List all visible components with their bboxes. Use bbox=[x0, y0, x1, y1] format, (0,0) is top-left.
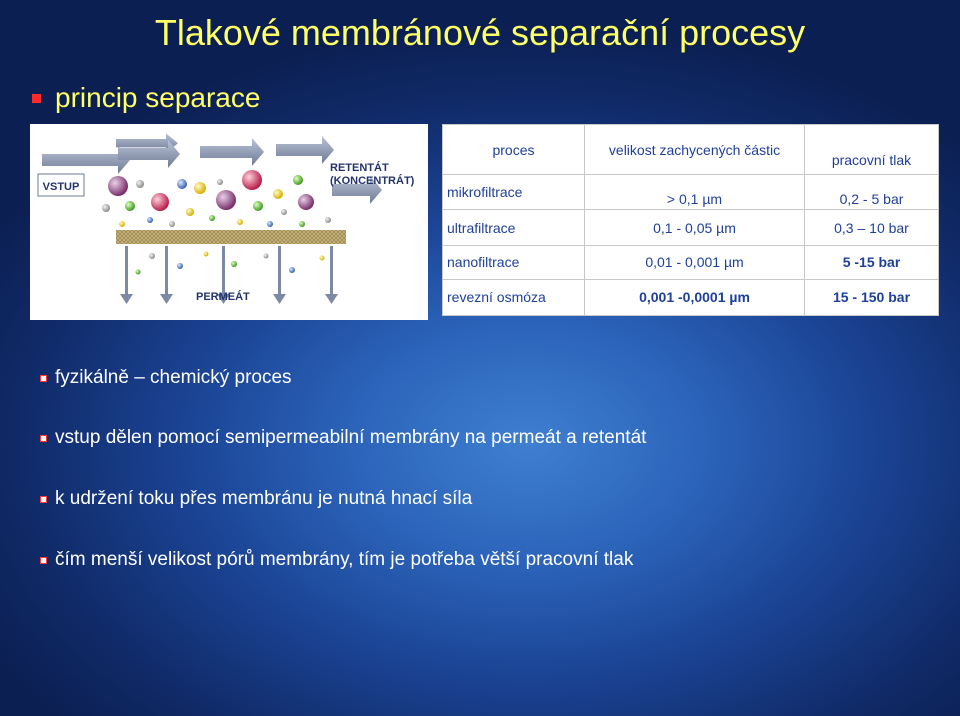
bullet-item bbox=[40, 367, 292, 389]
arrow-shaft bbox=[125, 246, 128, 296]
bullet-marker-icon bbox=[40, 557, 47, 564]
cell-process: revezní osmóza bbox=[443, 279, 585, 315]
table-row bbox=[443, 245, 939, 279]
arrow-head bbox=[120, 294, 133, 304]
permeate-particles bbox=[136, 252, 325, 275]
cell-size: 0,001 -0,0001 µm bbox=[585, 279, 805, 315]
bullet-item bbox=[40, 549, 633, 571]
particle bbox=[216, 190, 236, 210]
particle bbox=[136, 270, 141, 275]
membrane-diagram bbox=[30, 124, 428, 320]
particle bbox=[125, 201, 135, 211]
header-particle-size: velikost zachycených částic bbox=[585, 125, 805, 175]
particle bbox=[177, 263, 183, 269]
table-header-row bbox=[443, 125, 939, 175]
permeate-label: PERMEÁT bbox=[196, 291, 250, 303]
particle bbox=[194, 182, 206, 194]
cell-process: nanofiltrace bbox=[443, 245, 585, 279]
particle bbox=[293, 175, 303, 185]
particle bbox=[299, 221, 305, 227]
header-pressure: pracovní tlak bbox=[805, 125, 939, 175]
particle bbox=[231, 261, 237, 267]
membrane bbox=[116, 230, 346, 244]
table-row bbox=[443, 210, 939, 245]
particle bbox=[320, 256, 325, 261]
particle bbox=[186, 208, 194, 216]
subtitle-row bbox=[32, 82, 260, 114]
particle bbox=[264, 254, 269, 259]
header-process: proces bbox=[443, 125, 585, 175]
bullet-text: fyzikálně – chemický proces bbox=[55, 367, 292, 388]
subtitle: princip separace bbox=[55, 82, 261, 113]
bullet-marker-icon bbox=[40, 435, 47, 442]
particle bbox=[273, 189, 283, 199]
particle bbox=[149, 253, 155, 259]
particle bbox=[119, 221, 125, 227]
table-row bbox=[443, 279, 939, 315]
bullet-item bbox=[40, 427, 646, 449]
bullet-marker-icon bbox=[40, 375, 47, 382]
particle bbox=[289, 267, 295, 273]
bullet-item bbox=[40, 488, 472, 510]
particles bbox=[102, 170, 331, 227]
retentate-label: RETENTÁT bbox=[330, 162, 389, 174]
particle bbox=[253, 201, 263, 211]
arrow-shaft bbox=[330, 246, 333, 296]
cell-pressure: 0,2 - 5 bar bbox=[805, 175, 939, 210]
cell-process: ultrafiltrace bbox=[443, 210, 585, 245]
arrow-shaft bbox=[278, 246, 281, 296]
particle bbox=[281, 209, 287, 215]
particle bbox=[108, 176, 128, 196]
cell-pressure: 0,3 – 10 bar bbox=[805, 210, 939, 245]
input-label: VSTUP bbox=[42, 181, 80, 193]
bullet-marker-icon bbox=[32, 94, 41, 103]
cell-size: > 0,1 µm bbox=[585, 175, 805, 210]
particle bbox=[237, 219, 243, 225]
particle bbox=[177, 179, 187, 189]
cell-pressure: 15 - 150 bar bbox=[805, 279, 939, 315]
arrow-shaft bbox=[165, 246, 168, 296]
particle bbox=[267, 221, 273, 227]
cell-pressure: 5 -15 bar bbox=[805, 245, 939, 279]
bullet-text: k udržení toku přes membránu je nutná hnací síla bbox=[55, 488, 473, 509]
bullet-text: vstup dělen pomocí semipermeabilní membrány na permeát a retentát bbox=[55, 427, 647, 448]
arrow-shape bbox=[200, 138, 264, 166]
particle bbox=[298, 194, 314, 210]
arrow-shaft bbox=[222, 246, 225, 296]
arrow-head bbox=[325, 294, 338, 304]
arrow-head bbox=[160, 294, 173, 304]
retentate-label-sub: (KONCENTRÁT) bbox=[330, 175, 415, 187]
bullet-marker-icon bbox=[40, 496, 47, 503]
process-table bbox=[442, 124, 939, 316]
particle bbox=[209, 215, 215, 221]
particle bbox=[217, 179, 223, 185]
bullet-text: čím menší velikost pórů membrány, tím je potřeba větší pracovní tlak bbox=[55, 549, 634, 570]
arrow-shape bbox=[42, 146, 130, 174]
table-row bbox=[443, 175, 939, 210]
particle bbox=[102, 204, 110, 212]
arrow-head bbox=[273, 294, 286, 304]
particle bbox=[242, 170, 262, 190]
cell-size: 0,01 - 0,001 µm bbox=[585, 245, 805, 279]
cell-process: mikrofiltrace bbox=[443, 175, 585, 210]
arrow-shape bbox=[276, 136, 334, 164]
cell-size: 0,1 - 0,05 µm bbox=[585, 210, 805, 245]
membrane-diagram-svg bbox=[30, 124, 428, 320]
slide-title: Tlakové membránové separační procesy bbox=[154, 12, 806, 53]
particle bbox=[147, 217, 153, 223]
particle bbox=[204, 252, 209, 257]
particle bbox=[151, 193, 169, 211]
particle bbox=[136, 180, 144, 188]
particle bbox=[325, 217, 331, 223]
particle bbox=[169, 221, 175, 227]
